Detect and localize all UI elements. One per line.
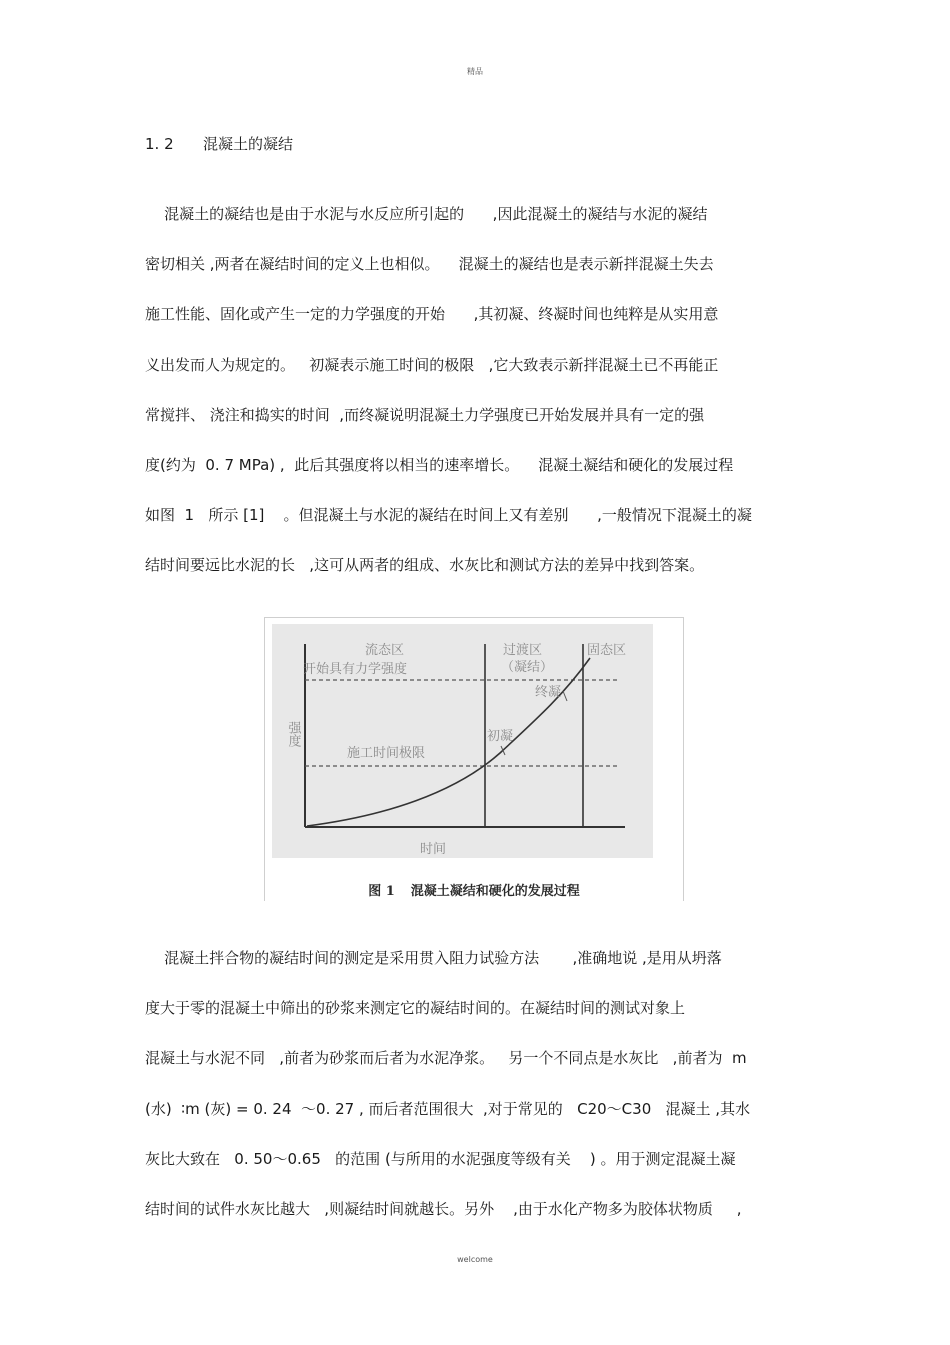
paragraph-line: 灰比大致在 0. 50～0.65 的范围 (与所用的水泥强度等级有关 ) 。用于测定混凝土凝 [145,1149,736,1168]
paragraph-line: 如图 1 所示 [1] 。但混凝土与水泥的凝结在时间上又有差别 ,一般情况下混凝土的凝 [145,506,752,525]
section-number: 1. 2 [145,135,174,153]
strength-time-diagram [265,618,683,901]
paragraph-line: 常搅拌、 浇注和捣实的时间 ,而终凝说明混凝土力学强度已开始发展并具有一定的强 [145,405,705,424]
paragraph-line: 密切相关 ,两者在凝结时间的定义上也相似。 混凝土的凝结也是表示新拌混凝土失去 [145,255,714,274]
region-fluid-label: 流态区 [365,643,405,658]
paragraph-line: 义出发而人为规定的。 初凝表示施工时间的极限 ,它大致表示新拌混凝土已不再能正 [145,355,719,374]
paragraph-line: 混凝土与水泥不同 ,前者为砂浆而后者为水泥净浆。 另一个不同点是水灰比 ,前者为 m [145,1049,747,1068]
paragraph-line: 混凝土的凝结也是由于水泥与水反应所引起的 ,因此混凝土的凝结与水泥的凝结 [145,205,708,223]
figure-caption [265,880,683,899]
page-footer: welcome [457,1255,493,1264]
paragraph-line: 度大于零的混凝土中筛出的砂浆来测定它的凝结时间的。在凝结时间的测试对象上 [145,999,686,1018]
figure-number: 图 1 [368,884,395,899]
region-transition-sublabel: （凝结） [501,660,554,675]
section-heading [145,133,293,154]
construction-limit-label: 施工时间极限 [347,746,426,761]
paragraph-line: 施工性能、固化或产生一定的力学强度的开始 ,其初凝、终凝时间也纯粹是从实用意 [145,305,719,324]
figure-caption-text: 混凝土凝结和硬化的发展过程 [410,884,580,899]
paragraph-line: 度(约为 0. 7 MPa) , 此后其强度将以相当的速率增长。 混凝土凝结和硬化的发展过程 [145,455,734,474]
figure-setting-hardening [264,617,684,901]
paragraph-setting-definition [145,203,810,605]
section-title: 混凝土的凝结 [203,135,294,153]
region-solid-label: 固态区 [587,643,627,658]
region-transition-label: 过渡区 [503,643,543,658]
paragraph-setting-test [145,947,810,1248]
paragraph-line: 结时间要远比水泥的长 ,这可从两者的组成、水灰比和测试方法的差异中找到答案。 [145,556,705,575]
initial-set-label: 初凝 [487,729,514,744]
x-axis-label: 时间 [420,842,447,857]
paragraph-line: (水) ∶m (灰) = 0. 24 ～0. 27 , 而后者范围很大 ,对于常见的 C20～C30 混凝土 ,其水 [145,1099,751,1118]
paragraph-line: 结时间的试件水灰比越大 ,则凝结时间就越长。另外 ,由于水化产物多为胶体状物质 , [145,1199,742,1218]
page-header: 精品 [467,67,483,76]
strength-start-label: 开始具有力学强度 [303,662,408,677]
final-set-label: 终凝 [535,685,562,700]
y-axis-label: 强度 [285,721,301,747]
paragraph-line: 混凝土拌合物的凝结时间的测定是采用贯入阻力试验方法 ,准确地说 ,是用从坍落 [145,949,722,967]
